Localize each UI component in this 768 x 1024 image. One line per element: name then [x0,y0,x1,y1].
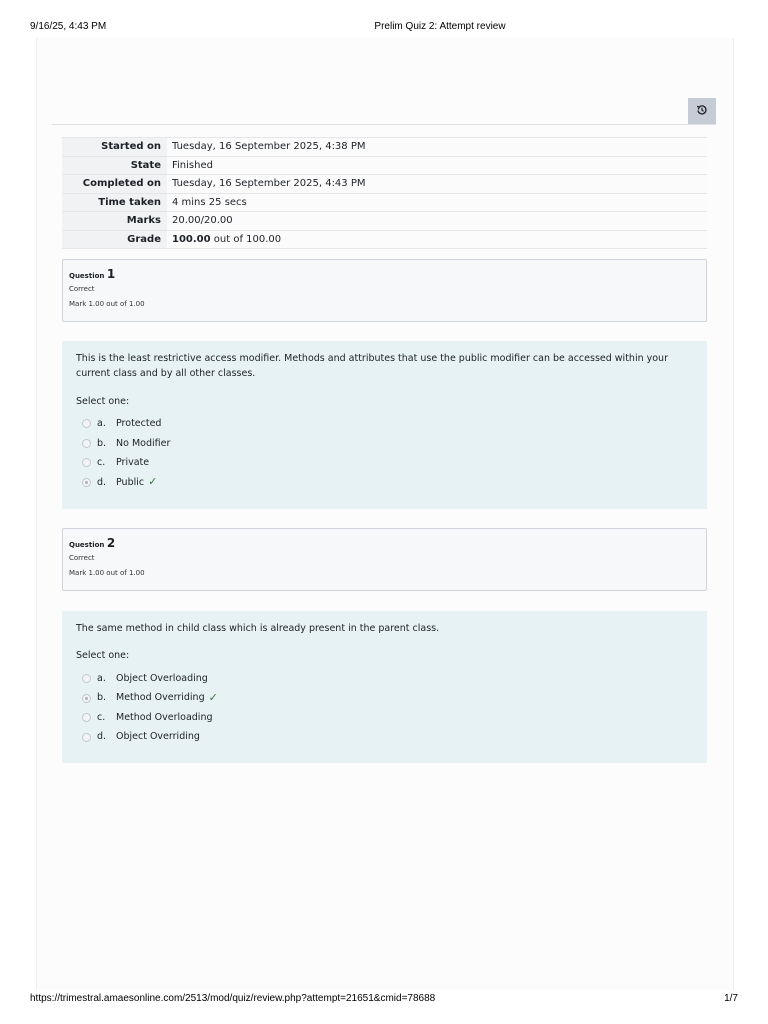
radio-button[interactable] [82,674,91,683]
question-number [69,267,700,281]
radio-button-selected[interactable] [82,478,91,487]
answer-letter: a. [97,672,106,684]
question-mark: Mark 1.00 out of 1.00 [69,569,145,577]
question-state: Correct [69,285,95,293]
question-info [62,528,707,591]
print-title: Prelim Quiz 2: Attempt review [374,21,506,32]
summary-value [167,230,707,249]
answer-text: Method Overriding [116,692,205,704]
question-info [62,259,707,322]
history-button[interactable] [688,98,716,124]
answer-letter: b. [97,437,107,449]
answer-text: Method Overloading [116,711,213,723]
answer-text: Object Overloading [116,672,208,684]
summary-label: Started on [62,138,167,157]
answer-option [76,434,693,454]
summary-label: Time taken [62,193,167,212]
answer-list [76,669,693,747]
summary-row [62,230,707,249]
history-icon [696,104,708,119]
summary-value: 20.00/20.00 [167,212,707,231]
summary-row [62,156,707,175]
answer-letter: c. [97,711,106,723]
radio-button[interactable] [82,713,91,722]
answer-text: Object Overriding [116,731,200,743]
summary-value: 4 mins 25 secs [167,193,707,212]
answer-text: Protected [116,418,162,430]
radio-button[interactable] [82,733,91,742]
summary-value: Tuesday, 16 September 2025, 4:43 PM [167,175,707,194]
answer-text: Private [116,457,150,469]
print-url: https://trimestral.amaesonline.com/2513/mod/quiz/review.php?attempt=21651&cmid=78688 [30,993,436,1004]
summary-row [62,138,707,157]
question-content [62,341,707,509]
summary-row [62,175,707,194]
answer-option [76,669,693,689]
divider [52,124,716,125]
grade-out-of: out of 100.00 [210,233,282,245]
summary-value: Finished [167,156,707,175]
answer-letter: c. [97,457,106,469]
checkmark-icon: ✓ [208,691,218,705]
answer-option [76,708,693,728]
print-header [0,0,768,38]
radio-button-selected[interactable] [82,694,91,703]
radio-button[interactable] [82,458,91,467]
select-prompt: Select one: [76,650,130,662]
summary-label: Marks [62,212,167,231]
question-label: Question [69,272,105,280]
print-footer [0,993,768,1007]
summary-row [62,212,707,231]
answer-option [76,473,693,493]
summary-label: State [62,156,167,175]
radio-button[interactable] [82,419,91,428]
answer-letter: b. [97,692,107,704]
answer-option [76,453,693,473]
summary-label: Grade [62,230,167,249]
answer-text: No Modifier [116,437,171,449]
question-text: The same method in child class which is already present in the parent class. [76,623,440,634]
answer-letter: d. [97,476,107,488]
summary-row [62,193,707,212]
summary-value: Tuesday, 16 September 2025, 4:38 PM [167,138,707,157]
grade-value: 100.00 [172,233,211,245]
question-text: This is the least restrictive access modifier. Methods and attributes that use the public modifier can be accessed within your current class and by all other classes. [76,353,668,380]
answer-option [76,414,693,434]
question-number-value: 1 [106,267,116,281]
attempt-summary-table [62,137,707,249]
question-number [69,536,700,550]
answer-option [76,688,693,708]
select-prompt: Select one: [76,395,130,407]
summary-label: Completed on [62,175,167,194]
print-page-number: 1/7 [724,993,738,1004]
radio-button[interactable] [82,439,91,448]
question-mark: Mark 1.00 out of 1.00 [69,300,145,308]
answer-list [76,414,693,492]
question-number-value: 2 [106,536,116,550]
answer-option [76,727,693,747]
question-content [62,611,707,763]
print-datetime: 9/16/25, 4:43 PM [30,21,107,32]
answer-letter: a. [97,418,106,430]
answer-text: Public [116,476,145,488]
checkmark-icon: ✓ [148,475,158,489]
question-label: Question [69,541,105,549]
answer-letter: d. [97,731,107,743]
question-state: Correct [69,554,95,562]
